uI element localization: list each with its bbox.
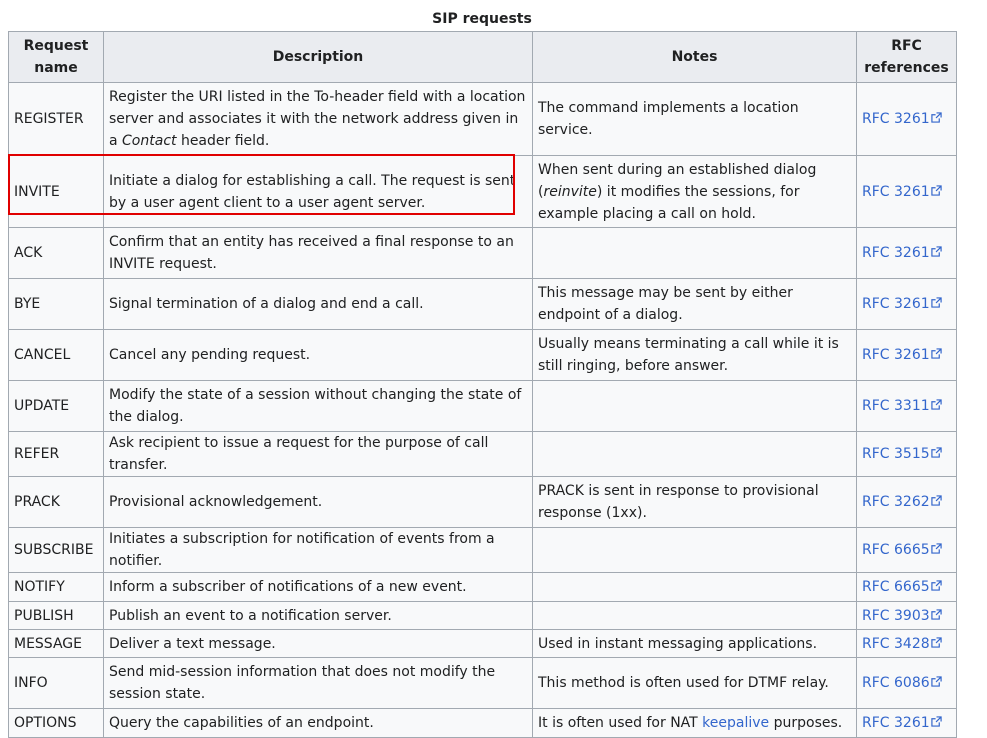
request-name-cell: UPDATE bbox=[9, 381, 104, 432]
external-link-icon bbox=[931, 543, 942, 554]
table-caption: SIP requests bbox=[432, 11, 532, 27]
rfc-link[interactable]: RFC 3261 bbox=[862, 347, 942, 363]
rfc-cell bbox=[857, 573, 957, 602]
request-name-cell: PRACK bbox=[9, 477, 104, 528]
sip-requests-table bbox=[8, 31, 957, 738]
description-cell: Inform a subscriber of notifications of a new event. bbox=[104, 573, 533, 602]
rfc-cell bbox=[857, 658, 957, 709]
request-name-cell: CANCEL bbox=[9, 330, 104, 381]
external-link-icon bbox=[931, 580, 942, 591]
header-notes[interactable]: Notes bbox=[533, 32, 857, 83]
request-name-cell: INVITE bbox=[9, 156, 104, 228]
request-name-cell: ACK bbox=[9, 228, 104, 279]
table-row bbox=[9, 658, 957, 709]
notes-cell: It is often used for NAT keepalive purposes. bbox=[533, 709, 857, 738]
rfc-cell bbox=[857, 156, 957, 228]
request-name-cell: MESSAGE bbox=[9, 630, 104, 658]
rfc-link[interactable]: RFC 3428 bbox=[862, 636, 942, 652]
description-cell: Query the capabilities of an endpoint. bbox=[104, 709, 533, 738]
description-cell: Ask recipient to issue a request for the purpose of call transfer. bbox=[104, 432, 533, 477]
rfc-cell bbox=[857, 432, 957, 477]
rfc-cell bbox=[857, 228, 957, 279]
header-row bbox=[9, 32, 957, 83]
table-row bbox=[9, 432, 957, 477]
rfc-link[interactable]: RFC 3311 bbox=[862, 398, 942, 414]
notes-cell: This method is often used for DTMF relay. bbox=[533, 658, 857, 709]
description-cell: Cancel any pending request. bbox=[104, 330, 533, 381]
external-link-icon bbox=[931, 399, 942, 410]
description-cell: Register the URI listed in the To-header field with a location server and associates it with the network address given in a Contact header field. bbox=[104, 83, 533, 156]
request-name-cell: BYE bbox=[9, 279, 104, 330]
request-name-cell: REGISTER bbox=[9, 83, 104, 156]
external-link-icon bbox=[931, 297, 942, 308]
rfc-link[interactable]: RFC 3262 bbox=[862, 494, 942, 510]
rfc-cell bbox=[857, 83, 957, 156]
request-name-cell: OPTIONS bbox=[9, 709, 104, 738]
table-row bbox=[9, 83, 957, 156]
table-row bbox=[9, 709, 957, 738]
header-rfc-references[interactable]: RFC references bbox=[857, 32, 957, 83]
external-link-icon bbox=[931, 676, 942, 687]
notes-cell: This message may be sent by either endpoint of a dialog. bbox=[533, 279, 857, 330]
external-link-icon bbox=[931, 246, 942, 257]
notes-cell bbox=[533, 432, 857, 477]
table-row bbox=[9, 630, 957, 658]
table-row bbox=[9, 279, 957, 330]
table-row bbox=[9, 477, 957, 528]
request-name-cell: INFO bbox=[9, 658, 104, 709]
rfc-link[interactable]: RFC 6665 bbox=[862, 542, 942, 558]
rfc-cell bbox=[857, 330, 957, 381]
rfc-cell bbox=[857, 709, 957, 738]
rfc-link[interactable]: RFC 3261 bbox=[862, 184, 942, 200]
external-link-icon bbox=[931, 447, 942, 458]
external-link-icon bbox=[931, 185, 942, 196]
rfc-cell bbox=[857, 477, 957, 528]
rfc-link[interactable]: RFC 6086 bbox=[862, 675, 942, 691]
description-cell: Initiates a subscription for notification of events from a notifier. bbox=[104, 528, 533, 573]
notes-cell: PRACK is sent in response to provisional response (1xx). bbox=[533, 477, 857, 528]
description-cell: Confirm that an entity has received a final response to an INVITE request. bbox=[104, 228, 533, 279]
description-cell: Publish an event to a notification server. bbox=[104, 602, 533, 630]
request-name-cell: PUBLISH bbox=[9, 602, 104, 630]
notes-cell: Usually means terminating a call while it is still ringing, before answer. bbox=[533, 330, 857, 381]
notes-cell bbox=[533, 602, 857, 630]
rfc-cell bbox=[857, 279, 957, 330]
rfc-link[interactable]: RFC 6665 bbox=[862, 579, 942, 595]
rfc-link[interactable]: RFC 3515 bbox=[862, 446, 942, 462]
request-name-cell: SUBSCRIBE bbox=[9, 528, 104, 573]
table-row bbox=[9, 228, 957, 279]
table-row bbox=[9, 573, 957, 602]
rfc-link[interactable]: RFC 3261 bbox=[862, 715, 942, 731]
table-row bbox=[9, 528, 957, 573]
external-link-icon bbox=[931, 637, 942, 648]
notes-cell: The command implements a location service. bbox=[533, 83, 857, 156]
rfc-link[interactable]: RFC 3261 bbox=[862, 111, 942, 127]
table-row bbox=[9, 156, 957, 228]
external-link-icon bbox=[931, 348, 942, 359]
description-cell: Send mid-session information that does not modify the session state. bbox=[104, 658, 533, 709]
external-link-icon bbox=[931, 495, 942, 506]
notes-cell bbox=[533, 381, 857, 432]
external-link-icon bbox=[931, 716, 942, 727]
table-row bbox=[9, 330, 957, 381]
description-cell: Deliver a text message. bbox=[104, 630, 533, 658]
description-cell: Modify the state of a session without changing the state of the dialog. bbox=[104, 381, 533, 432]
table-row bbox=[9, 602, 957, 630]
request-name-cell: NOTIFY bbox=[9, 573, 104, 602]
request-name-cell: REFER bbox=[9, 432, 104, 477]
header-request-name[interactable]: Request name bbox=[9, 32, 104, 83]
rfc-link[interactable]: RFC 3261 bbox=[862, 296, 942, 312]
description-cell: Initiate a dialog for establishing a call. The request is sent by a user agent client to a user agent server. bbox=[104, 156, 533, 228]
external-link-icon bbox=[931, 609, 942, 620]
rfc-cell bbox=[857, 630, 957, 658]
rfc-cell bbox=[857, 381, 957, 432]
description-cell: Provisional acknowledgement. bbox=[104, 477, 533, 528]
external-link-icon bbox=[931, 112, 942, 123]
keepalive-link[interactable]: keepalive bbox=[702, 715, 770, 731]
table-row bbox=[9, 381, 957, 432]
rfc-cell bbox=[857, 528, 957, 573]
rfc-link[interactable]: RFC 3903 bbox=[862, 608, 942, 624]
notes-cell bbox=[533, 228, 857, 279]
rfc-link[interactable]: RFC 3261 bbox=[862, 245, 942, 261]
rfc-cell bbox=[857, 602, 957, 630]
description-cell: Signal termination of a dialog and end a call. bbox=[104, 279, 533, 330]
notes-cell bbox=[533, 573, 857, 602]
header-description[interactable]: Description bbox=[104, 32, 533, 83]
notes-cell: When sent during an established dialog (reinvite) it modifies the sessions, for example placing a call on hold. bbox=[533, 156, 857, 228]
notes-cell bbox=[533, 528, 857, 573]
notes-cell: Used in instant messaging applications. bbox=[533, 630, 857, 658]
